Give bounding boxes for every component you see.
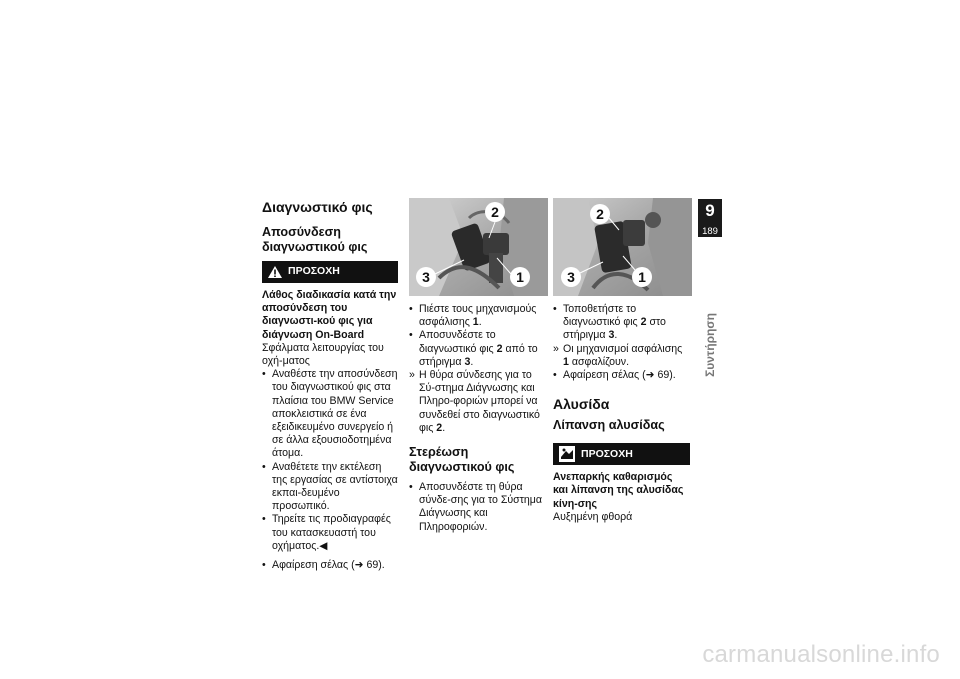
warning-label: ΠΡΟΣΟΧΗ	[581, 447, 633, 460]
photo-diagnostic-plug-disconnect	[409, 198, 548, 296]
list-item: • Τοποθετήστε το διαγνωστικό φις 2 στο στήριγμα 3.	[553, 303, 690, 343]
photo-label: 3	[422, 269, 430, 285]
photo-label: 2	[596, 206, 604, 222]
list-item: • Πιέστε τους μηχανισμούς ασφάλισης 1.	[409, 303, 549, 329]
steps-fasten	[409, 481, 549, 534]
list-item: • Τηρείτε τις προδιαγραφές του κατασκευαστή του οχήματος.◀	[262, 513, 398, 553]
warning-label: ΠΡΟΣΟΧΗ	[288, 265, 340, 278]
warning-actions	[262, 368, 398, 553]
photo-illustration	[553, 198, 692, 296]
steps	[262, 559, 398, 572]
environment-warning-icon	[559, 446, 575, 462]
chapter-number: 9	[705, 201, 715, 220]
page-number: 189	[702, 226, 718, 237]
column-1	[262, 199, 398, 572]
steps-disconnect	[409, 303, 549, 435]
page-ref-link[interactable]: ➜ 69).	[354, 559, 385, 572]
warning-triangle-icon	[268, 266, 282, 278]
warning-cause: Ανεπαρκής καθαρισμός και λίπανση της αλυσίδας κίνη-σης	[553, 471, 684, 510]
list-item: • Αφαίρεση σέλας (➜ 69).	[553, 369, 690, 382]
subsection-title: Αποσύνδεση διαγνωστικού φις	[262, 225, 368, 254]
list-item: • Αφαίρεση σέλας (➜ 69).	[262, 559, 398, 572]
column-2	[409, 303, 549, 534]
list-item: • Αποσυνδέστε το διαγνωστικό φις 2 από το στήριγμα 3.	[409, 329, 549, 369]
section-title: Αλυσίδα	[553, 396, 610, 413]
photo-label: 1	[516, 269, 524, 285]
steps-mount	[553, 303, 690, 382]
photo-label: 2	[491, 204, 499, 220]
warning-cause: Λάθος διαδικασία κατά την αποσύνδεση του διαγνωστι-κού φις για διάγνωση On-Board	[262, 289, 397, 341]
subsection-title: Λίπανση αλυσίδας	[553, 418, 665, 433]
end-mark: ◀	[319, 539, 328, 552]
warning-effect: Αυξημένη φθορά	[553, 510, 633, 523]
list-item: » Οι μηχανισμοί ασφάλισης 1 ασφαλίζουν.	[553, 343, 690, 369]
page-ref-link[interactable]: ➜ 69).	[645, 369, 676, 382]
list-item: • Αναθέστε την αποσύνδεση του διαγνωστικού φις στα πλαίσια του BMW Service αποκλειστικά σε ένα εξειδικευμένο συνεργείο ή σε άλλα εξουσιοδοτημένα άτομα.	[262, 368, 398, 460]
warning-banner	[553, 443, 690, 465]
section-title: Διαγνωστικό φις	[262, 199, 373, 215]
list-item: • Αποσυνδέστε τη θύρα σύνδε-σης για το Σύστημα Διάγνωσης και Πληροφοριών.	[409, 481, 549, 534]
watermark: carmanualsonline.info	[702, 641, 940, 668]
photo-diagnostic-plug-fasten	[553, 198, 692, 296]
list-item: • Αναθέτετε την εκτέλεση της εργασίας σε αντίστοιχα εκπαι-δευμένο προσωπικό.	[262, 461, 398, 514]
column-3	[553, 303, 690, 524]
warning-banner	[262, 261, 398, 283]
subsection-title: Στερέωση διαγνωστικού φις	[409, 445, 515, 475]
list-item: » Η θύρα σύνδεσης για το Σύ-στημα Διάγνωσης και Πληρο-φοριών μπορεί να συνδεθεί στο διαγνωστικό φις 2.	[409, 369, 549, 435]
warning-effect: Σφάλματα λειτουργίας του οχή-ματος	[262, 341, 384, 368]
side-chapter-label: Συντήρηση	[703, 313, 717, 377]
photo-label: 3	[567, 269, 575, 285]
photo-label: 1	[638, 269, 646, 285]
photo-illustration	[409, 198, 548, 296]
